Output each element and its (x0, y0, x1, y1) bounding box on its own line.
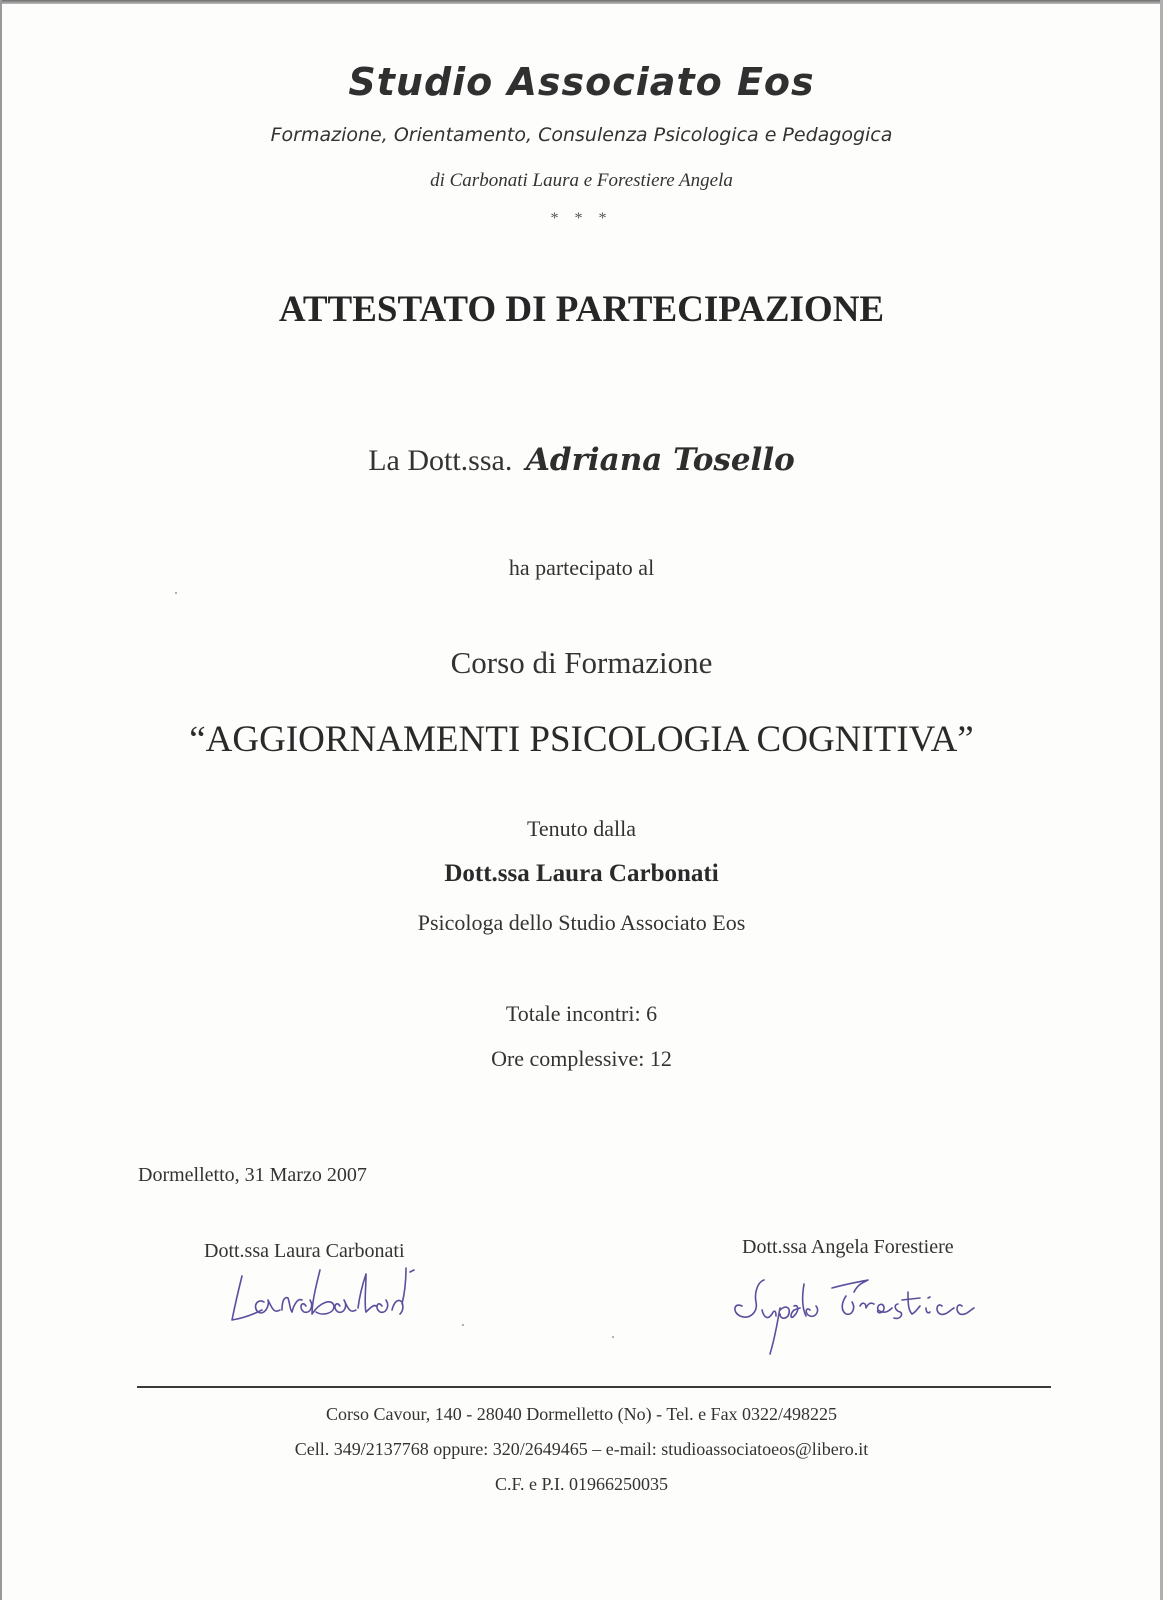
header-separator: * * * (550, 210, 613, 227)
signature-left-image (224, 1262, 429, 1332)
scan-speck (612, 1336, 614, 1338)
total-meetings: Totale incontri: 6 (505, 1001, 658, 1026)
footer-address: Corso Cavour, 140 - 28040 Dormelletto (No) - Tel. e Fax 0322/498225 (325, 1404, 838, 1424)
signature-right-label: Dott.ssa Angela Forestiere (742, 1236, 954, 1258)
place-date: Dormelletto, 31 Marzo 2007 (138, 1164, 367, 1186)
header-subtitle: Formazione, Orientamento, Consulenza Psicologica e Pedagogica (270, 124, 893, 146)
scan-edge-top (0, 0, 1163, 4)
footer-tax-code: C.F. e P.I. 01966250035 (494, 1474, 669, 1494)
footer-contacts: Cell. 349/2137768 oppure: 320/2649465 – e-mail: studioassociatoeos@libero.it (294, 1439, 869, 1459)
signature-left-label: Dott.ssa Laura Carbonati (204, 1240, 405, 1262)
course-name: “AGGIORNAMENTI PSICOLOGIA COGNITIVA” (189, 719, 974, 760)
signature-right-image (728, 1262, 983, 1362)
scan-speck (175, 592, 177, 594)
header-title: Studio Associato Eos (348, 60, 815, 104)
total-hours: Ore complessive: 12 (491, 1046, 672, 1071)
footer-divider (137, 1386, 1051, 1388)
recipient-name: Adriana Tosello (525, 442, 795, 478)
teacher-name: Dott.ssa Laura Carbonati (444, 860, 719, 887)
header-owners: di Carbonati Laura e Forestiere Angela (430, 170, 733, 191)
scan-edge-left (0, 0, 2, 1600)
course-type: Corso di Formazione (450, 645, 713, 680)
recipient-line (0, 442, 1163, 478)
certificate-title: ATTESTATO DI PARTECIPAZIONE (278, 289, 885, 330)
participation-text: ha partecipato al (508, 555, 655, 580)
held-by-text: Tenuto dalla (526, 816, 637, 841)
scan-speck (462, 1324, 464, 1326)
teacher-role: Psicologa dello Studio Associato Eos (417, 910, 746, 935)
recipient-prefix: La Dott.ssa. (368, 444, 513, 477)
